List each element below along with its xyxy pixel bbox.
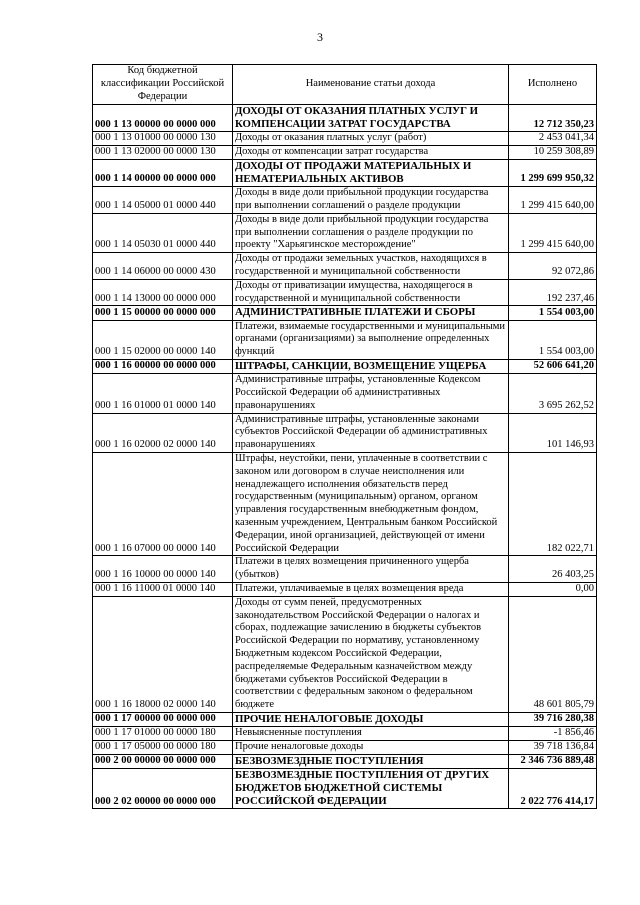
- row-name: Прочие неналоговые доходы: [233, 740, 509, 754]
- table-row: [93, 768, 597, 809]
- row-name: Административные штрафы, установленные Кодексом Российской Федерации об административных правонарушениях: [233, 374, 509, 413]
- row-code: 000 2 00 00000 00 0000 000: [93, 754, 233, 768]
- header-code: Код бюджетной классификации Российской Федерации: [93, 65, 233, 105]
- table-row: [93, 360, 597, 374]
- row-code: 000 1 15 00000 00 0000 000: [93, 306, 233, 320]
- row-code: 000 2 02 00000 00 0000 000: [93, 768, 233, 809]
- row-name: ДОХОДЫ ОТ ОКАЗАНИЯ ПЛАТНЫХ УСЛУГ И КОМПЕНСАЦИИ ЗАТРАТ ГОСУДАРСТВА: [233, 105, 509, 132]
- row-name: Доходы от компенсации затрат государства: [233, 146, 509, 160]
- row-amount: 1 554 003,00: [509, 320, 597, 359]
- row-code: 000 1 14 06000 00 0000 430: [93, 253, 233, 280]
- row-name: Штрафы, неустойки, пени, уплаченные в соответствии с законом или договором в случае неисполнения или ненадлежащего исполнения обязательств перед государственным (муниципальным) органом, органом управления государственным внебюджетным фондом, казенным учреждением, Центральным банком Российской Федерации, иной организацией, действующей от имени Российской Федерации: [233, 452, 509, 555]
- table-row: [93, 320, 597, 359]
- row-code: 000 1 14 13000 00 0000 000: [93, 279, 233, 306]
- table-row: [93, 253, 597, 280]
- row-code: 000 1 16 18000 02 0000 140: [93, 596, 233, 712]
- table-row: [93, 712, 597, 726]
- row-amount: 1 299 415 640,00: [509, 187, 597, 214]
- row-code: 000 1 16 07000 00 0000 140: [93, 452, 233, 555]
- row-name: ШТРАФЫ, САНКЦИИ, ВОЗМЕЩЕНИЕ УЩЕРБА: [233, 360, 509, 374]
- table-row: [93, 413, 597, 452]
- table-row: [93, 105, 597, 132]
- row-name: Доходы от приватизации имущества, находящегося в государственной и муниципальной собственности: [233, 279, 509, 306]
- row-code: 000 1 13 01000 00 0000 130: [93, 132, 233, 146]
- row-amount: 39 718 136,84: [509, 740, 597, 754]
- row-code: 000 1 16 10000 00 0000 140: [93, 556, 233, 583]
- row-name: Доходы от сумм пеней, предусмотренных законодательством Российской Федерации о налогах и сборах, подлежащие зачислению в бюджеты субъектов Российской Федерации по нормативу, установленному Бюджетным кодексом Российской Федерации, распределяемые Федеральным казначейством между бюджетами субъектов Российской Федерации в соответствии с федеральным законом о федеральном бюджете: [233, 596, 509, 712]
- row-amount: 26 403,25: [509, 556, 597, 583]
- row-amount: 182 022,71: [509, 452, 597, 555]
- row-code: 000 1 17 01000 00 0000 180: [93, 727, 233, 741]
- row-amount: 92 072,86: [509, 253, 597, 280]
- row-name: Доходы в виде доли прибыльной продукции государства при выполнении соглашения о разделе продукции по проекту "Харьягинское месторождение": [233, 213, 509, 252]
- row-amount: 39 716 280,38: [509, 712, 597, 726]
- header-name: Наименование статьи дохода: [233, 65, 509, 105]
- row-amount: 1 554 003,00: [509, 306, 597, 320]
- table-row: [93, 132, 597, 146]
- table-row: [93, 582, 597, 596]
- row-amount: 2 346 736 889,48: [509, 754, 597, 768]
- row-amount: 48 601 805,79: [509, 596, 597, 712]
- row-amount: 52 606 641,20: [509, 360, 597, 374]
- row-code: 000 1 17 00000 00 0000 000: [93, 712, 233, 726]
- row-amount: 1 299 699 950,32: [509, 159, 597, 186]
- row-code: 000 1 13 00000 00 0000 000: [93, 105, 233, 132]
- row-code: 000 1 13 02000 00 0000 130: [93, 146, 233, 160]
- row-name: АДМИНИСТРАТИВНЫЕ ПЛАТЕЖИ И СБОРЫ: [233, 306, 509, 320]
- row-name: Платежи, уплачиваемые в целях возмещения вреда: [233, 582, 509, 596]
- row-amount: 2 022 776 414,17: [509, 768, 597, 809]
- row-amount: 2 453 041,34: [509, 132, 597, 146]
- table-row: [93, 213, 597, 252]
- row-code: 000 1 14 00000 00 0000 000: [93, 159, 233, 186]
- row-name: Доходы в виде доли прибыльной продукции государства при выполнении соглашений о разделе продукции: [233, 187, 509, 214]
- row-amount: 192 237,46: [509, 279, 597, 306]
- income-table: [92, 64, 597, 809]
- row-name: Платежи, взимаемые государственными и муниципальными органами (организациями) за выполнение определенных функций: [233, 320, 509, 359]
- row-name: ДОХОДЫ ОТ ПРОДАЖИ МАТЕРИАЛЬНЫХ И НЕМАТЕРИАЛЬНЫХ АКТИВОВ: [233, 159, 509, 186]
- row-name: Доходы от оказания платных услуг (работ): [233, 132, 509, 146]
- row-name: БЕЗВОЗМЕЗДНЫЕ ПОСТУПЛЕНИЯ: [233, 754, 509, 768]
- row-code: 000 1 16 00000 00 0000 000: [93, 360, 233, 374]
- row-amount: 0,00: [509, 582, 597, 596]
- row-name: БЕЗВОЗМЕЗДНЫЕ ПОСТУПЛЕНИЯ ОТ ДРУГИХ БЮДЖЕТОВ БЮДЖЕТНОЙ СИСТЕМЫ РОССИЙСКОЙ ФЕДЕРАЦИИ: [233, 768, 509, 809]
- row-amount: 3 695 262,52: [509, 374, 597, 413]
- table-row: [93, 146, 597, 160]
- table-row: [93, 374, 597, 413]
- row-code: 000 1 16 02000 02 0000 140: [93, 413, 233, 452]
- table-row: [93, 740, 597, 754]
- row-name: Невыясненные поступления: [233, 727, 509, 741]
- row-name: Административные штрафы, установленные законами субъектов Российской Федерации об административных правонарушениях: [233, 413, 509, 452]
- row-code: 000 1 17 05000 00 0000 180: [93, 740, 233, 754]
- table-row: [93, 452, 597, 555]
- table-row: [93, 727, 597, 741]
- row-amount: 10 259 308,89: [509, 146, 597, 160]
- row-name: ПРОЧИЕ НЕНАЛОГОВЫЕ ДОХОДЫ: [233, 712, 509, 726]
- table-row: [93, 306, 597, 320]
- row-code: 000 1 14 05000 01 0000 440: [93, 187, 233, 214]
- table-row: [93, 754, 597, 768]
- table-row: [93, 596, 597, 712]
- row-code: 000 1 16 01000 01 0000 140: [93, 374, 233, 413]
- row-code: 000 1 16 11000 01 0000 140: [93, 582, 233, 596]
- row-amount: 12 712 350,23: [509, 105, 597, 132]
- header-amount: Исполнено: [509, 65, 597, 105]
- row-amount: -1 856,46: [509, 727, 597, 741]
- row-amount: 101 146,93: [509, 413, 597, 452]
- table-row: [93, 279, 597, 306]
- table-row: [93, 556, 597, 583]
- row-code: 000 1 15 02000 00 0000 140: [93, 320, 233, 359]
- row-amount: 1 299 415 640,00: [509, 213, 597, 252]
- table-body: [93, 105, 597, 809]
- row-code: 000 1 14 05030 01 0000 440: [93, 213, 233, 252]
- row-name: Платежи в целях возмещения причиненного ущерба (убытков): [233, 556, 509, 583]
- row-name: Доходы от продажи земельных участков, находящихся в государственной и муниципальной собственности: [233, 253, 509, 280]
- page-number: 3: [317, 30, 323, 44]
- table-row: [93, 187, 597, 214]
- table-row: [93, 159, 597, 186]
